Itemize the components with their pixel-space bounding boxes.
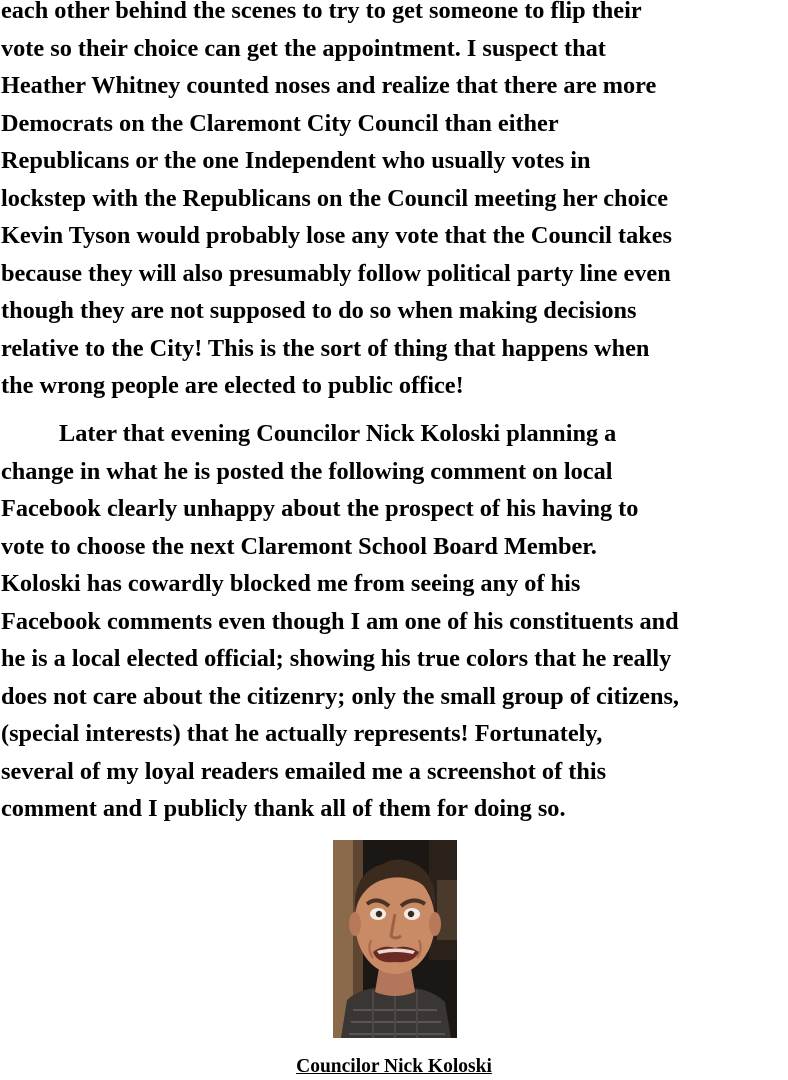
text-line: the wrong people are elected to public office! xyxy=(1,372,464,399)
text-line: Republicans or the one Independent who usually votes in xyxy=(1,147,591,174)
paragraph-1 xyxy=(1,0,787,405)
text-line: because they will also presumably follow political party line even xyxy=(1,259,671,287)
text-line: Koloski has cowardly blocked me from seeing any of his xyxy=(1,570,581,597)
text-line: relative to the City! This is the sort of thing that happens when xyxy=(1,334,650,362)
text-line: Democrats on the Claremont City Council than either xyxy=(1,109,559,137)
text-line-indented xyxy=(1,415,787,453)
text-line: several of my loyal readers emailed me a screenshot of this xyxy=(1,757,607,785)
text-line: though they are not supposed to do so when making decisions xyxy=(1,297,637,324)
text-line: comment and I publicly thank all of them for doing so. xyxy=(1,795,566,822)
photo-illustration xyxy=(333,840,457,1038)
text-line: (special interests) that he actually represents! Fortunately, xyxy=(1,720,603,747)
photo-caption: Councilor Nick Koloski xyxy=(296,1056,492,1077)
text-line: vote to choose the next Claremont School Board Member. xyxy=(1,532,597,560)
text-line: change in what he is posted the following comment on local xyxy=(1,457,613,485)
text-line: does not care about the citizenry; only the small group of citizens, xyxy=(1,682,679,710)
person-grimace-photo xyxy=(333,840,457,1038)
text-line: he is a local elected official; showing his true colors that he really xyxy=(1,645,672,672)
text-line: Heather Whitney counted noses and realize that there are more xyxy=(1,72,657,99)
paragraph-2 xyxy=(1,415,787,828)
text-line: each other behind the scenes to try to get someone to flip their xyxy=(1,0,642,24)
text-line: Facebook comments even though I am one of his constituents and xyxy=(1,607,679,635)
text-line: Facebook clearly unhappy about the prospect of his having to xyxy=(1,495,639,522)
text-line: Kevin Tyson would probably lose any vote that the Council takes xyxy=(1,222,672,249)
text-line: vote so their choice can get the appointment. I suspect that xyxy=(1,34,606,62)
text-line-content: Later that evening Councilor Nick Koloski planning a xyxy=(59,420,617,447)
text-line: lockstep with the Republicans on the Council meeting her choice xyxy=(1,184,669,212)
